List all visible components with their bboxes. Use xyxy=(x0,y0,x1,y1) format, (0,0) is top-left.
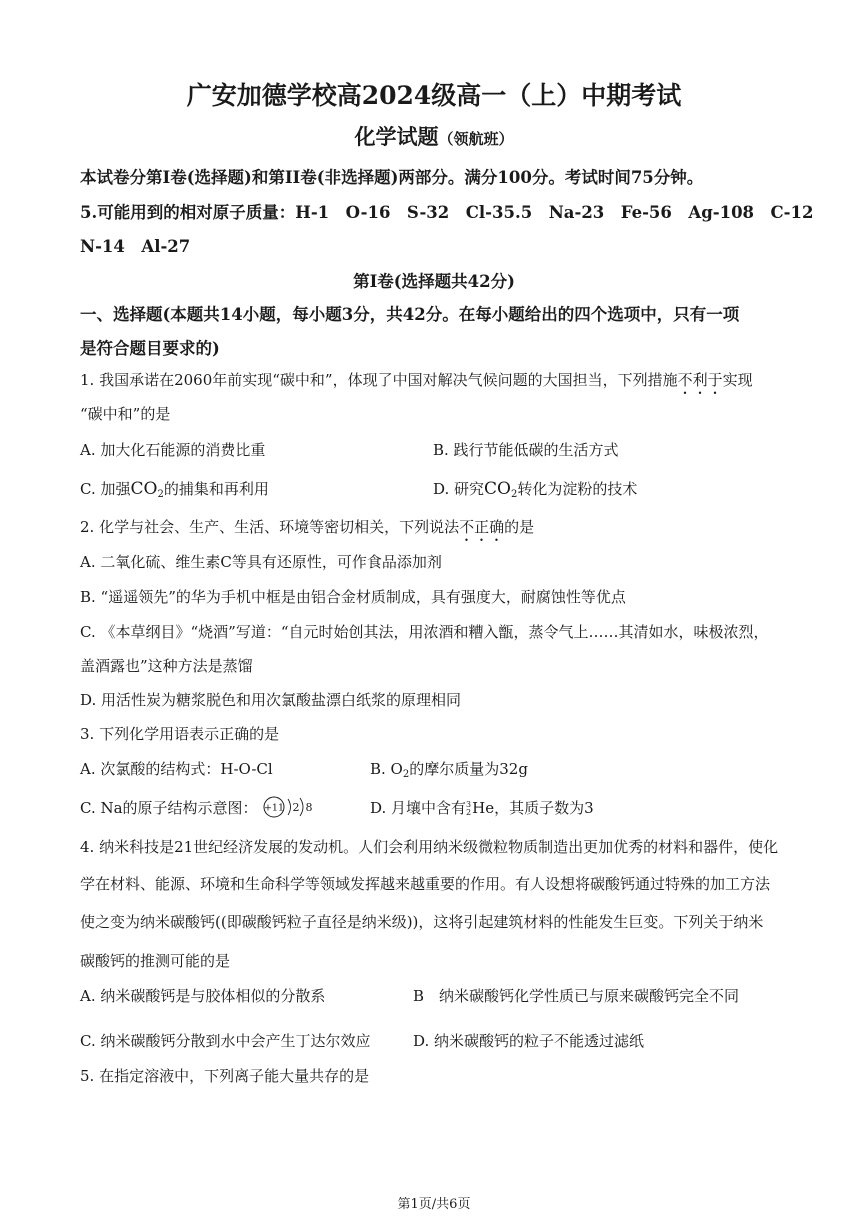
page-number: 第1页/共6页 xyxy=(397,1197,471,1212)
q1-d-formula: CO xyxy=(484,479,511,499)
atom-shell-2: 8 xyxy=(305,801,313,814)
question-2-stem xyxy=(80,516,534,545)
q3-option-a: A. 次氯酸的结构式：H-O-Cl xyxy=(80,760,273,778)
exam-subject xyxy=(0,121,868,151)
q4-option-d: D. 纳米碳酸钙的粒子不能透过滤纸 xyxy=(413,1032,645,1050)
section-heading: 第I卷(选择题共42分) xyxy=(353,272,515,291)
q1-option-d xyxy=(433,478,637,500)
q2-option-a: A. 二氧化硫、维生素C等具有还原性，可作食品添加剂 xyxy=(80,553,442,571)
q3-b-post: 的摩尔质量为32g xyxy=(409,760,528,778)
q1-d-sub: 2 xyxy=(510,489,518,500)
q3-option-d xyxy=(370,797,594,818)
isotope-mass: 3 xyxy=(466,800,472,809)
q2-option-c-line-2: 盖酒露也”这种方法是蒸馏 xyxy=(80,657,253,675)
q1-emphasis: 不利于 xyxy=(677,371,723,389)
q1-d-pre: D. 研究 xyxy=(433,480,485,498)
question-4-line-3: 使之变为纳米碳酸钙((即碳酸钙粒子直径是纳米级))，这将引起建筑材料的性能发生巨变。下列关于纳米 xyxy=(80,913,764,931)
q1-c-post: 的捕集和再利用 xyxy=(163,480,269,498)
question-4-line-2: 学在材料、能源、环境和生命科学等领域发挥越来越重要的作用。有人设想将碳酸钙通过特殊的加工方法 xyxy=(80,875,771,893)
q1-c-formula: CO xyxy=(130,479,158,499)
q4-option-b: B 纳米碳酸钙化学性质已与原来碳酸钙完全不同 xyxy=(413,987,740,1005)
section-instructions-line-1: 一、选择题(本题共14小题，每小题3分，共42分。在每小题给出的四个选项中，只有一项 xyxy=(80,305,740,324)
q1-stem-text: 1. 我国承诺在2060年前实现“碳中和”，体现了中国对解决气候问题的大国担当，下列措施 xyxy=(80,371,678,389)
atomic-mass-line-2: N-14 Al-27 xyxy=(80,237,191,256)
q2-emphasis: 不正确 xyxy=(459,518,505,536)
q1-option-b: B. 践行节能低碳的生活方式 xyxy=(433,441,619,459)
q4-option-c: C. 纳米碳酸钙分散到水中会产生丁达尔效应 xyxy=(80,1032,371,1050)
isotope-symbol: He xyxy=(472,799,495,817)
exam-title: 广安加德学校高2024级高一（上）中期考试 xyxy=(186,81,682,110)
isotope-atomic-number: 2 xyxy=(466,808,472,817)
question-1-stem xyxy=(80,369,753,398)
q1-c-pre: C. 加强 xyxy=(80,480,131,498)
q3-b-sub: 2 xyxy=(402,769,410,780)
q2-option-b: B. “遥遥领先”的华为手机中框是由铝合金材质制成，具有强度大，耐腐蚀性等优点 xyxy=(80,588,626,606)
question-3-stem: 3. 下列化学用语表示正确的是 xyxy=(80,725,280,743)
question-4-line-1: 4. 纳米科技是21世纪经济发展的发动机。人们会利用纳米级微粒物质制造出更加优秀的材料和器件，使化 xyxy=(80,838,779,856)
question-1-stem-line-2: “碳中和”的是 xyxy=(80,405,171,423)
q1-c-sub: 2 xyxy=(157,489,164,500)
section-instructions-line-2: 是符合题目要求的) xyxy=(80,339,220,358)
q2-stem-end: 的是 xyxy=(504,518,535,536)
subject-name: 化学试题 xyxy=(354,124,439,149)
q3-d-post: ，其质子数为3 xyxy=(494,799,594,817)
q3-option-c xyxy=(80,795,318,823)
q1-d-post: 转化为淀粉的技术 xyxy=(517,480,638,498)
atomic-mass-line-1: 5.可能用到的相对原子质量：H-1 O-16 S-32 Cl-35.5 Na-23 Fe-56 Ag-108 C-12 xyxy=(80,203,814,222)
q2-stem-text: 2. 化学与社会、生产、生活、环境等密切相关，下列说法 xyxy=(80,518,460,536)
q3-d-pre: D. 月壤中含有 xyxy=(370,799,467,817)
isotope-numbers xyxy=(466,801,471,817)
subject-note: （领航班） xyxy=(438,130,514,148)
q2-option-d: D. 用活性炭为糖浆脱色和用次氯酸盐漂白纸浆的原理相同 xyxy=(80,691,462,709)
atom-shell-1: 2 xyxy=(292,801,300,814)
sodium-atom-diagram xyxy=(262,795,318,823)
q2-option-c-line-1: C. 《本草纲目》“烧酒”写道：“自元时始创其法，用浓酒和糟入甑，蒸令气上……其清如水，味极浓烈， xyxy=(80,623,769,641)
q1-option-a: A. 加大化石能源的消费比重 xyxy=(80,441,266,459)
q1-option-c xyxy=(80,478,269,500)
q3-option-b xyxy=(370,758,528,780)
q1-stem-end: 实现 xyxy=(722,371,753,389)
exam-instructions: 本试卷分第I卷(选择题)和第II卷(非选择题)两部分。满分100分。考试时间75分钟。 xyxy=(80,168,704,187)
q3-c-pre: C. Na的原子结构示意图： xyxy=(80,799,258,817)
q4-option-a: A. 纳米碳酸钙是与胶体相似的分散系 xyxy=(80,987,326,1005)
question-5-stem: 5. 在指定溶液中，下列离子能大量共存的是 xyxy=(80,1067,370,1085)
question-4-line-4: 碳酸钙的推测可能的是 xyxy=(80,952,231,970)
atom-nucleus: +11 xyxy=(264,802,285,814)
q3-b-pre: B. O xyxy=(370,760,403,778)
